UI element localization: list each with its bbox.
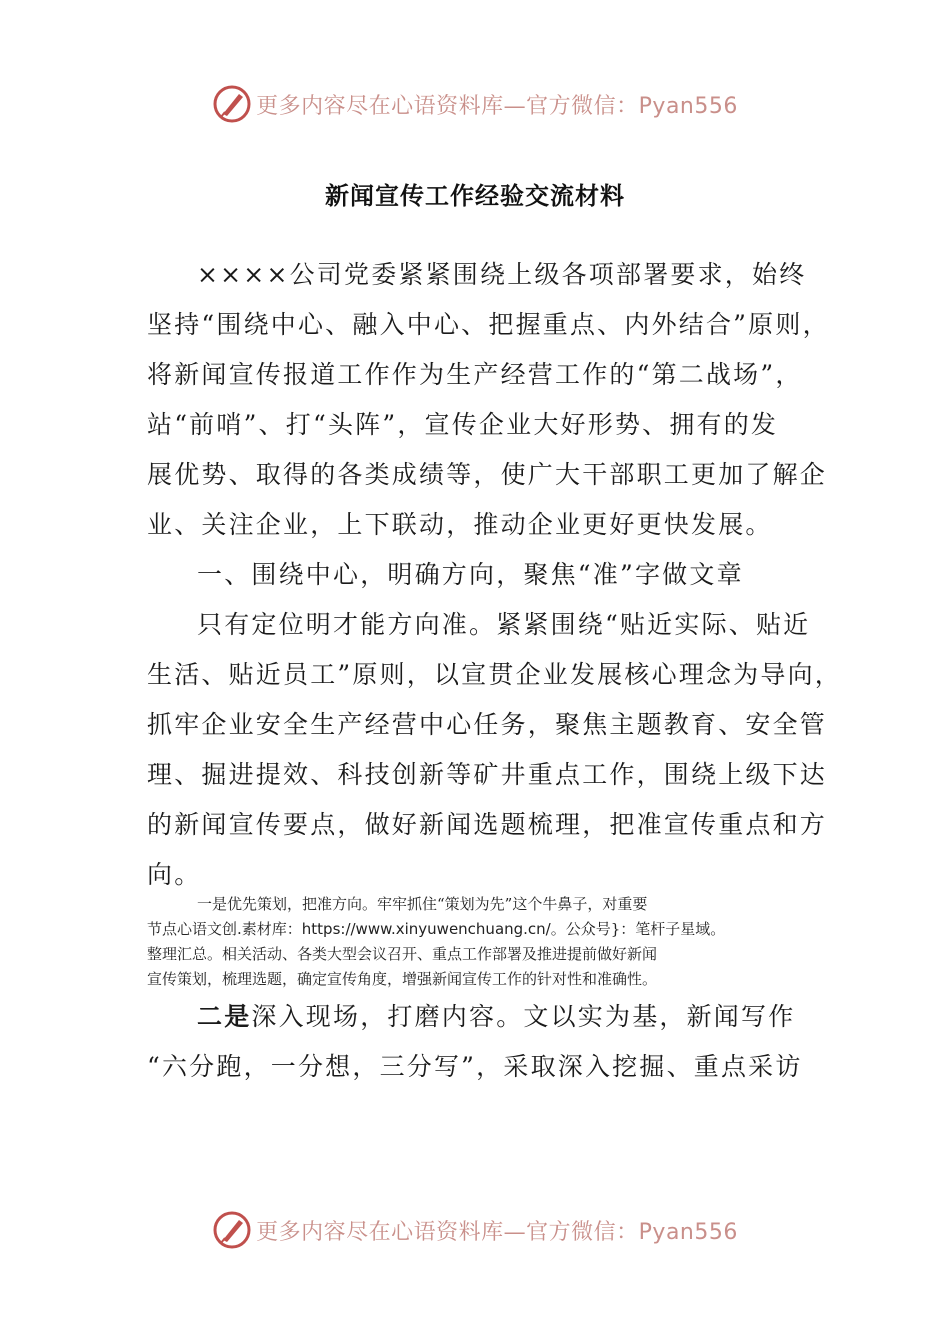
- text-line: 向。: [147, 860, 202, 889]
- text-line: 将新闻宣传报道工作作为生产经营工作的“第二战场”，: [147, 360, 803, 389]
- footer-watermark-banner: [0, 1210, 950, 1250]
- small-text-line: 整理汇总。相关活动、各类大型会议召开、重点工作部署及推进提前做好新闻: [147, 945, 658, 963]
- small-text-line: 宣传策划，梳理选题，确定宣传角度，增强新闻宣传工作的针对性和准确性。: [147, 970, 658, 988]
- text-line: 的新闻宣传要点，做好新闻选题梳理，把准宣传重点和方: [147, 810, 828, 839]
- paragraph-second-point: [147, 992, 827, 1092]
- small-text-line: 节点心语文创.素材库：https://www.xinyuwenchuang.cn/。公众号}：笔杆子星域。: [147, 920, 726, 938]
- document-title: 新闻宣传工作经验交流材料: [325, 181, 625, 210]
- text-line: 只有定位明才能方向准。紧紧围绕“贴近实际、贴近: [197, 610, 811, 639]
- header-watermark-banner: [0, 84, 950, 124]
- small-text-insert: [147, 892, 847, 992]
- text-line: 抓牢企业安全生产经营中心任务，聚焦主题教育、安全管: [147, 710, 828, 739]
- banner-text: 更多内容尽在心语资料库—官方微信：Pyan556: [256, 1219, 738, 1245]
- text-line: 坚持“围绕中心、融入中心、把握重点、内外结合”原则，: [147, 310, 830, 339]
- text-line: 二是深入现场，打磨内容。文以实为基，新闻写作: [197, 1002, 796, 1031]
- quill-pen-logo-icon: [212, 84, 252, 124]
- text-line: 生活、贴近员工”原则，以宣贯企业发展核心理念为导向，: [147, 660, 842, 689]
- paragraph-intro: [147, 250, 842, 900]
- text-line: 理、掘进提效、科技创新等矿井重点工作，围绕上级下达: [147, 760, 828, 789]
- small-text-line: 一是优先策划，把准方向。牢牢抓住“策划为先”这个牛鼻子，对重要: [197, 895, 648, 913]
- text-line: 业、关注企业，上下联动，推动企业更好更快发展。: [147, 510, 773, 539]
- text-line: “六分跑，一分想，三分写”，采取深入挖掘、重点采访: [147, 1052, 803, 1081]
- wechat-id: Pyan556: [638, 93, 738, 119]
- wechat-id: Pyan556: [638, 1219, 738, 1245]
- point-label: 二是: [197, 1002, 252, 1031]
- text-line: 展优势、取得的各类成绩等，使广大干部职工更加了解企: [147, 460, 828, 489]
- banner-text: 更多内容尽在心语资料库—官方微信：Pyan556: [256, 93, 738, 119]
- quill-pen-logo-icon: [212, 1210, 252, 1250]
- text-line: 站“前哨”、打“头阵”，宣传企业大好形势、拥有的发: [147, 410, 779, 439]
- text-line: ××××公司党委紧紧围绕上级各项部署要求，始终: [197, 260, 807, 289]
- section-heading: 一、围绕中心，明确方向，聚焦“准”字做文章: [197, 560, 744, 589]
- website-url: https://www.xinyuwenchuang.cn/: [301, 920, 551, 938]
